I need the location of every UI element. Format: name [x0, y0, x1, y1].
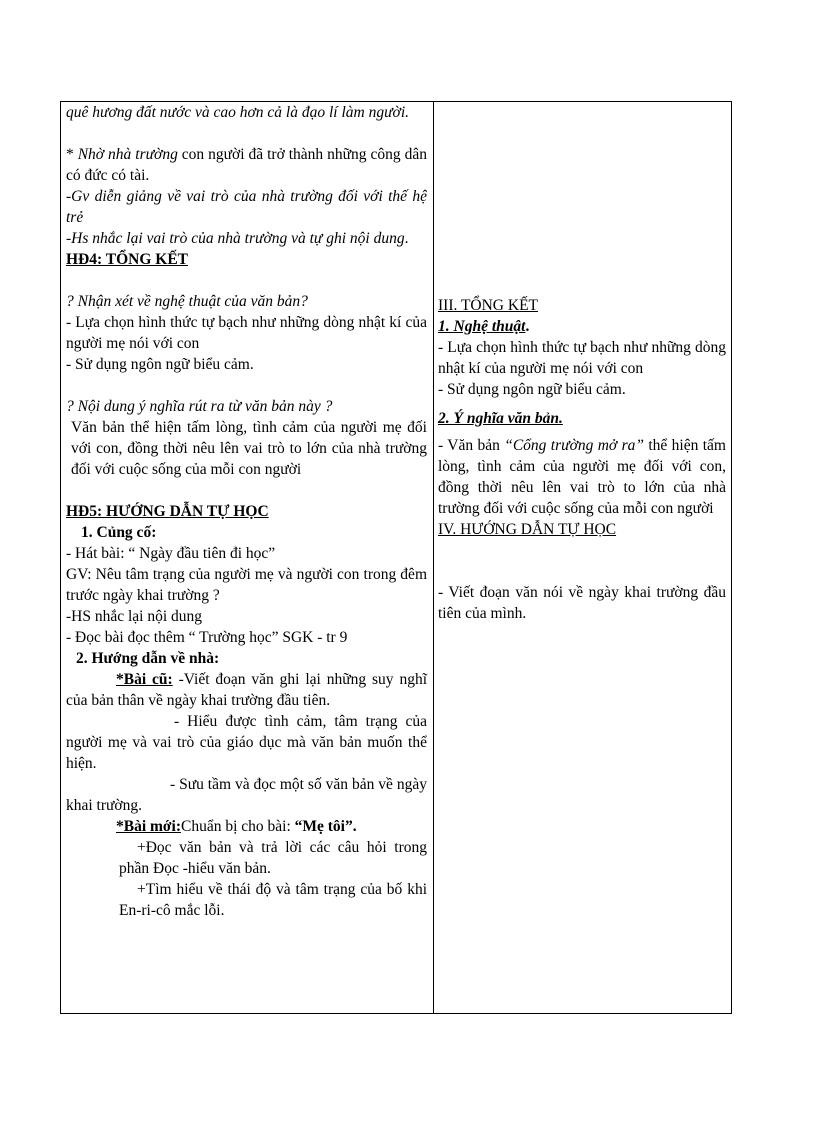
summary-heading: III. TỔNG KẾT [438, 297, 539, 314]
new-lesson: *Bài mới:Chuẩn bị cho bài: “Mẹ tôi”. [116, 818, 357, 835]
question-content: ? Nội dung ý nghĩa rút ra từ văn bản này ? [66, 398, 333, 415]
hd4-heading: HĐ4: TỔNG KẾT [66, 251, 189, 268]
art-point-1: - Lựa chọn hình thức tự bạch như những dòng nhật kí của người mẹ nói với con [438, 339, 726, 377]
art-answer-1: - Lựa chọn hình thức tự bạch như những dòng nhật kí của người mẹ nói với con [66, 314, 427, 352]
lesson-table [60, 101, 732, 1014]
gv-note: -Gv diễn giảng về vai trò của nhà trường đối với thế hệ trẻ [66, 188, 427, 226]
continued-text: quê hương đất nước và cao hơn cả là đạo lí làm người. [66, 104, 410, 121]
art-heading: 1. Nghệ thuật. [438, 318, 530, 335]
old-lesson-understand: - Hiểu được tình cảm, tâm trạng của người mẹ và vai trò của giáo dục mà văn bản muốn thể hiện. [66, 713, 427, 772]
new-lesson-explore: +Tìm hiểu về thái độ và tâm trạng của bố khi En-ri-cô mắc lỗi. [119, 881, 427, 919]
right-column [438, 295, 726, 624]
meaning-heading: 2. Ý nghĩa văn bản. [438, 410, 563, 427]
meaning-text: - Văn bản “Cổng trường mở ra” thể hiện tấm lòng, tình cảm của người mẹ đối với con, đồng thời nêu lên vai trò to lớn của nhà trường đối với cuộc sống của mỗi con người [438, 437, 726, 517]
consolidation-heading: 1. Củng cố: [81, 524, 157, 541]
self-study-task: - Viết đoạn văn nói về ngày khai trường đầu tiên của mình. [438, 584, 726, 622]
gv-question: GV: Nêu tâm trạng của người mẹ và người con trong đêm trước ngày khai trường ? [66, 566, 427, 604]
hs-note: -Hs nhắc lại vai trò của nhà trường và tự ghi nội dung. [66, 230, 409, 247]
extra-reading: - Đọc bài đọc thêm “ Trường học” SGK - tr 9 [66, 629, 348, 646]
column-divider [433, 102, 434, 1013]
question-art: ? Nhận xét về nghệ thuật của văn bản? [66, 293, 308, 310]
song-item: - Hát bài: “ Ngày đầu tiên đi học” [66, 545, 276, 562]
hs-recall: -HS nhắc lại nội dung [66, 608, 203, 625]
old-lesson-collect: - Sưu tầm và đọc một số văn bản về ngày khai trường. [66, 776, 427, 814]
school-role-paragraph: * Nhờ nhà trường con người đã trở thành những công dân có đức có tài. [66, 146, 427, 184]
art-answer-2: - Sử dụng ngôn ngữ biểu cảm. [66, 356, 254, 373]
content-answer: Văn bản thể hiện tấm lòng, tình cảm của người mẹ đối với con, đồng thời nêu lên vai trò to lớn của nhà trường đối với cuộc sống của mỗi con người [71, 419, 427, 478]
hd5-heading: HĐ5: HƯỚNG DẪN TỰ HỌC [66, 503, 269, 520]
new-lesson-read: +Đọc văn bản và trả lời các câu hỏi trong phần Đọc -hiểu văn bản. [119, 839, 427, 877]
left-column [66, 102, 427, 921]
self-study-heading: IV. HƯỚNG DẪN TỰ HỌC [438, 521, 617, 538]
homework-heading: 2. Hướng dẫn về nhà: [76, 650, 220, 667]
art-point-2: - Sử dụng ngôn ngữ biểu cảm. [438, 381, 626, 398]
old-lesson: *Bài cũ: -Viết đoạn văn ghi lại những suy nghĩ của bản thân về ngày khai trường đầu tiên. [66, 671, 428, 709]
